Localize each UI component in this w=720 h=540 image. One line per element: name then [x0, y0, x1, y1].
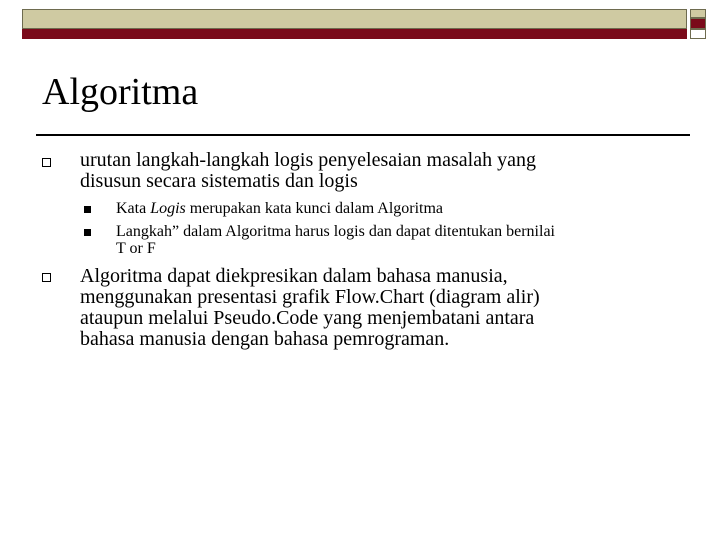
bullet-2-line-2: menggunakan presentasi grafik Flow.Chart (diagram alir) — [80, 286, 540, 308]
sub-bullet-2-line-2: T or F — [116, 240, 156, 257]
sub-bullet-1-before: Kata — [116, 200, 151, 217]
corner-decor-white — [690, 29, 706, 39]
corner-decor-tan — [690, 9, 706, 18]
hollow-square-bullet-icon — [42, 158, 51, 167]
corner-decor-maroon — [690, 18, 706, 29]
bullet-1-line-2: disusun secara sistematis dan logis — [80, 170, 358, 192]
bullet-2-line-4: bahasa manusia dengan bahasa pemrograman. — [80, 328, 450, 350]
bullet-2-line-1: Algoritma dapat diekpresikan dalam bahasa manusia, — [80, 265, 508, 287]
hollow-square-bullet-icon — [42, 273, 51, 282]
sub-bullet-1-italic: Logis — [150, 200, 186, 217]
header-decor-stripe — [22, 29, 687, 39]
solid-square-bullet-icon — [84, 206, 91, 213]
bullet-1-line-1: urutan langkah-langkah logis penyelesaian masalah yang — [80, 149, 536, 171]
bullet-1-text — [80, 150, 680, 192]
slide-title: Algoritma — [42, 71, 199, 113]
title-divider — [36, 134, 690, 136]
bullet-2-text — [80, 266, 680, 350]
header-decor-bar — [22, 9, 687, 29]
sub-bullet-1-after: merupakan kata kunci dalam Algoritma — [185, 200, 444, 217]
sub-bullet-2-text — [116, 223, 686, 257]
sub-bullet-2-line-1: Langkah” dalam Algoritma harus logis dan dapat ditentukan bernilai — [116, 223, 555, 240]
sub-bullet-1-text — [116, 200, 686, 217]
solid-square-bullet-icon — [84, 229, 91, 236]
bullet-2-line-3: ataupun melalui Pseudo.Code yang menjembatani antara — [80, 307, 535, 329]
